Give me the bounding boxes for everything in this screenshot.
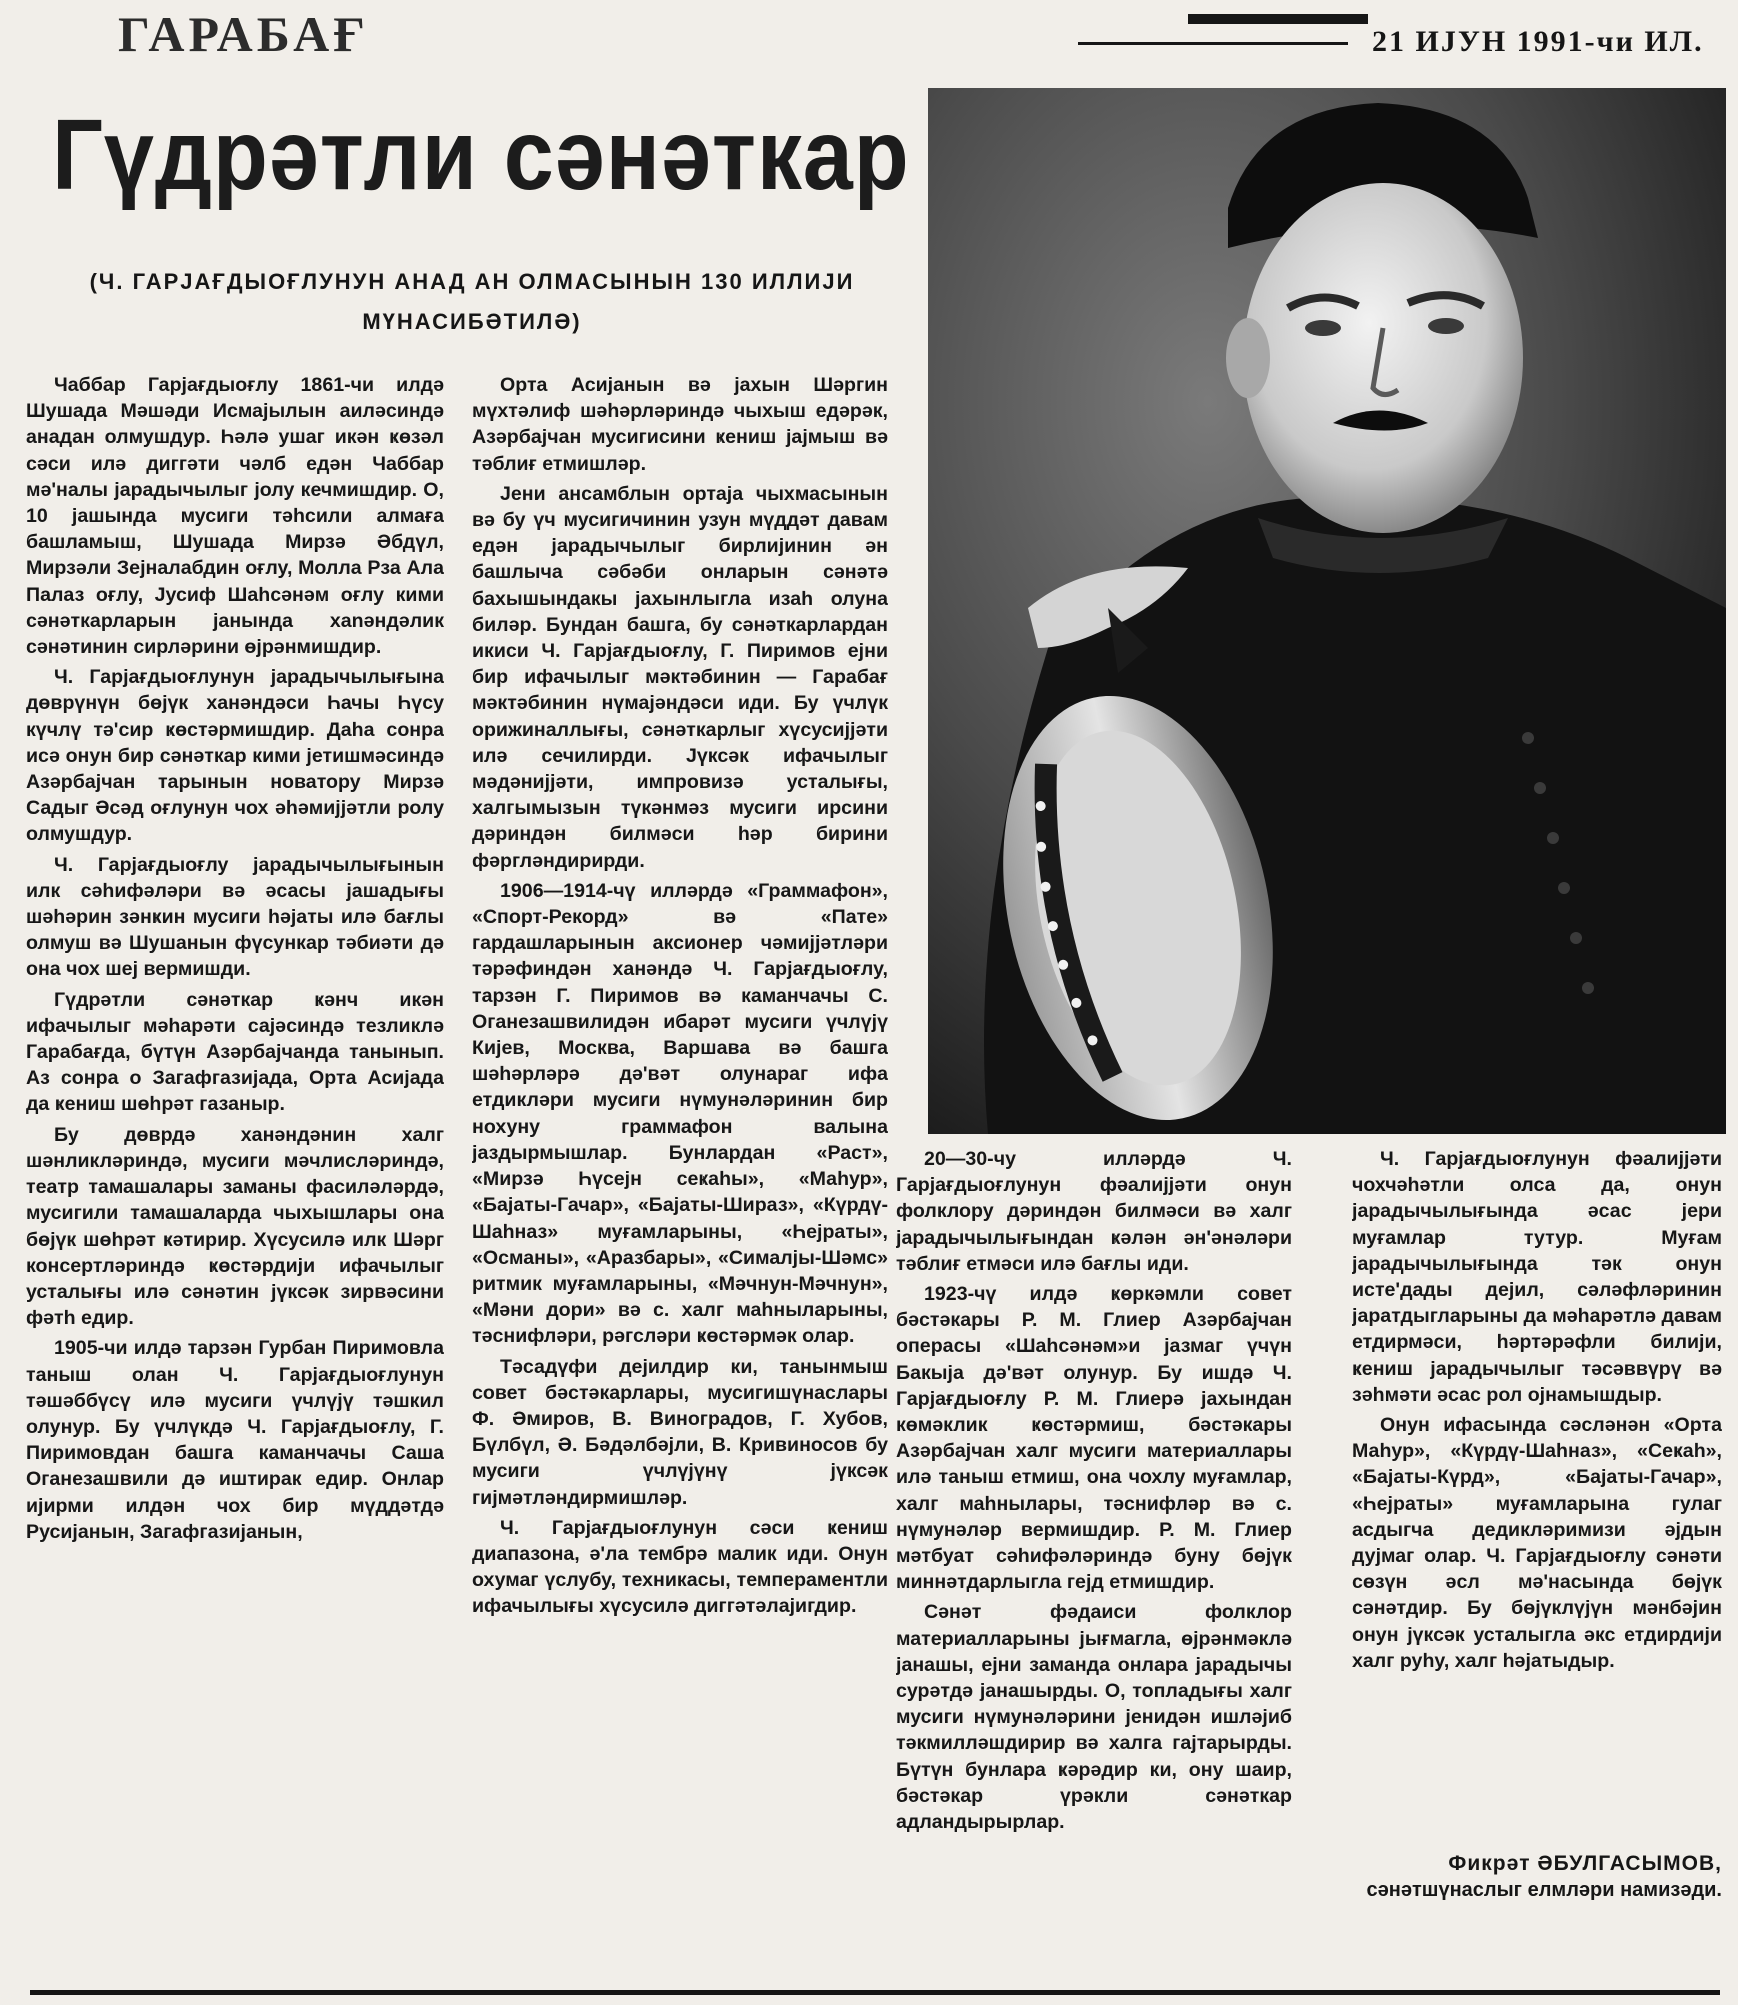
paragraph: 1923-чү илдә ҝөркәмли совет бәстәкары Р. М. Глиер Азәрбајчан операсы «Шаһсәнәм»и јазмаг үчүн Бакыја дә'вәт олунур. Бу ишдә Ч. Гарјағдыоғлу Р. М. Глиерә јахындан көмәклик ҝөстәрмиш, бәстәкары Азәрбајчан халг мусиги материаллары илә таныш етмиш, она чохлу муғамлар, халг маһнылары, тәснифләр вә с. нүмунәләр вермишдир. Р. М. Глиер мәтбуат сәһифәләриндә буну бөјүк миннәтдарлыгла гејд етмишдир. (896, 1283, 1292, 1594)
paragraph: Чаббар Гарјағдыоғлу 1861-чи илдә Шушада Мәшәди Исмаjылын аиләсиндә анадан олмушдур. Һәлә ушаг икән ҝөзәл сәси илә диггәти чәлб едән Чаббар мә'налы јарадычылыг јолу кечмишдир. О, 10 јашында мусиги тәһсили алмаға башламыш, Шушада Мирзә Әбдүл, Мирзәли Зејналабдин оғлу, Молла Рза Ала Палаз оғлу, Јусиф Шаһсәнәм оғлу кими сәнәткарларын јанында хanәндәлик сәнәтинин сирләрини өјрәнмишдир. (26, 374, 444, 659)
paragraph: Ч. Гарјағдыоғлунун фәалијјәти чохчәһәтли олса да, онун јарадычылығында әсас јери муғамлар тутур. Муғам јарадычылығында тәк онун исте'дады дејил, сәләфләринин јаратдыгларыны да мәһарәтлә давам етдирмәси, һәртәрәфли билији, ҝениш јарадычылыг тәсәввүрү вә зәһмәти әсас рол ојнамышдыр. (1352, 1148, 1722, 1406)
page-bottom-rule (30, 1990, 1720, 1995)
article-column-4 (1352, 1146, 1722, 1766)
paragraph: Тәсадүфи дејилдир ки, танынмыш совет бәстәкарлары, мусигишүнаслары Ф. Әмиров, В. Виноградов, Г. Хубов, Бүлбүл, Ә. Бәдәлбәјли, В. Кривиносов бу мусиги үчлүjүнү јүксәк гијмәтләндирмишләр. (472, 1355, 888, 1509)
author-byline (1352, 1850, 1722, 1970)
article-column-1 (26, 372, 444, 1972)
paragraph: Бу дөврдә ханәндәнин халг шәнликләриндә, мусиги мәчлисләриндә, театр тамашалары заманы фасиләләрдә, мусигили тамашаларда чыхышлары она бөјүк шөһрәт ҝәтирир. Хүсусилә илк Шәрг консертләриндә ҝөстәрдији ифачылыг усталығы илә сәнәтин јүксәк зирвәсини фәтһ едир. (26, 1123, 444, 1330)
header-rule-thick (1188, 14, 1368, 24)
article-subtitle (32, 262, 912, 342)
paragraph: Ч. Гарјағдыоғлу јарадычылығынын илк сәһифәләри вә әсасы јашадығы шәһәрин зәнҝин мусиги һәјаты илә бағлы олмуш вә Шушанын фүсункар тәбиәти дә она чох шеј вермишди. (26, 853, 444, 981)
author-name: Фикрәт ӘБУЛГАСЫМОВ, (1448, 1852, 1722, 1875)
subtitle-line-1: (Ч. ГАРЈАҒДЫОҒЛУНУН АНАД АН ОЛМАСЫНЫН 130 ИЛЛИЈИ (89, 269, 855, 294)
paragraph: Онун ифасында сәсләнән «Орта Маһур», «Күрдү-Шаһназ», «Сеҝаһ», «Бајаты-Күрд», «Бајаты-Гачар», «Һејраты» муғамларына гулаг асдыгча дедикләримизи әјдын дујмаг олар. Ч. Гарјағдыоғлу сәнәти сөзүн әсл мә'насында бөјүк сәнәтдир. Бу бөјүклүjүн мәнбәјин онун јүксәк усталыгла әкс етдирдији халг руһу, халг һәјатыдыр. (1352, 1414, 1722, 1672)
paragraph: Јени ансамблын ортаја чыхмасынын вә бу үч мусигичинин узун мүддәт давам едән јарадычылыг бирлијинин ән башлыча сәбәби онларын сәнәтә бахышындакы јахынлыгла изаһ олуна биләр. Бундан башга, бу сәнәткарлардан икиси Ч. Гарјағдыоғлу, Г. Пиримов ејни бир ифачылыг мәктәбинин — Гарабағ мәктәбинин нүмајәндәси иди. Бу үчлүк орижиналлығы, сәнәткарлыг хүсусијјәти илә сечилирди. Јүксәк ифачылыг мәдәнијјәти, импровизә усталығы, халгымызын түкәнмәз мусиги ирсини дәриндән билмәси һәр бирини фәргләндирирди. (472, 482, 888, 872)
portrait-photo (928, 88, 1726, 1134)
subtitle-line-2: МҮНАСИБӘТИЛӘ) (362, 309, 582, 334)
paragraph: 20—30-чу илләрдә Ч. Гарјағдыоғлунун фәалијјәти онун фолклору дәриндән билмәси вә халг јарадычылығындан ҝәлән ән'әнәләри тәблиғ етмәси илә бағлы иди. (896, 1148, 1292, 1275)
paragraph: Сәнәт фәдаиси фолклор материалларыны јығмагла, өјрәнмәклә јанашы, ејни заманда онлара јарадычы сурәтдә јанашырды. О, топладығы халг мусиги нүмунәләрини јенидән ишләјиб тәкмилләшдирир вә халга гајтарырды. Бүтүн бунлара ҝәрәдир ки, ону шаир, бәстәкар үрәкли сәнәткар адландырырлар. (896, 1601, 1292, 1834)
author-title: сәнәтшүнаслыг елмләри намизәди. (1366, 1879, 1722, 1901)
paragraph: Гүдрәтли сәнәткар ҝәнч икән ифачылыг мәһарәти сајәсиндә тезликлә Гарабағда, бүтүн Азәрбајчанда танынып. Аз сонра о Загафгазијада, Орта Асијада да ҝениш шөһрәт газаныр. (26, 988, 444, 1116)
newspaper-masthead: ГАРАБАҒ (118, 6, 370, 62)
issue-date: 21 ИЈУН 1991-чи ИЛ. (1372, 25, 1704, 58)
paragraph: Орта Асијанын вә јахын Шәргин мүхтәлиф шәһәрләриндә чыхыш едәрәк, Азәрбајчан мусигисини ҝениш јајмыш вә тәблиғ етмишләр. (472, 374, 888, 475)
article-headline: Гүдрәтли сәнәткар (52, 99, 910, 211)
header-rule-thin (1078, 42, 1348, 45)
paragraph: Ч. Гарјағдыоғлунун сәси ҝениш диапазона, ә'ла тембрә малик иди. Онун охумаг үслубу, техникасы, темпераментли ифачылығы хүсусилә диггәтәлајигдир. (472, 1516, 888, 1618)
article-column-2 (472, 372, 888, 1972)
paragraph: 1905-чи илдә тарзән Гурбан Пиримовла таныш олан Ч. Гарјағдыоғлунун тәшәббүсү илә мусиги үчлүjү тәшкил олунур. Бу үчлүкдә Ч. Гарјағдыоғлу, Г. Пиримовдан башга каманчачы Саша Оганезашвили дә иштирак едир. Онлар ијирми илдән чох бир мүддәтдә Русијанын, Загафгазијанын, (26, 1337, 444, 1543)
article-column-3 (896, 1146, 1292, 1966)
paragraph: 1906—1914-чү илләрдә «Граммафон», «Спорт-Рекорд» вә «Пате» гардашларынын аксионер чәмијјәтләри тәрәфиндән ханәндә Ч. Гарјағдыоғлу, тарзән Г. Пиримов вә каманчачы С. Оганезашвилидән ибарәт мусиги үчлүjү Кијев, Москва, Варшава вә башга шәһәрләрә дә'вәт олунараг ифа етдикләри мусиги нүмунәләринин бир нохуну граммафон валына јаздырмышлар. Бунлардан «Раст», «Мирзә Һүсејн сеҝаһы», «Маһур», «Бајаты-Гачар», «Бајаты-Шираз», «Күрдү-Шаһназ» муғамларыны, «Һејраты», «Османы», «Аразбары», «Сималјы-Шәмс» ритмик муғамларыны, «Мәчнун-Мәчнун», «Мәни дори» вә с. халг маһныларыны, тәснифләри, рәгсләри ҝөстәрмәк олар. (472, 879, 888, 1348)
paragraph: Ч. Гарјағдыоғлунун јарадычылығына дөврүнүн бөјүк ханәндәси Һачы Һүсу күчлү тә'сир ҝөстәрмишдир. Даһа сонра исә онун бир сәнәткар кими јетишмәсиндә Азәрбајчан тарынын новатору Мирзә Садыг Әсәд оғлунун чох әһәмијјәтли ролу олмушдур. (26, 666, 444, 846)
